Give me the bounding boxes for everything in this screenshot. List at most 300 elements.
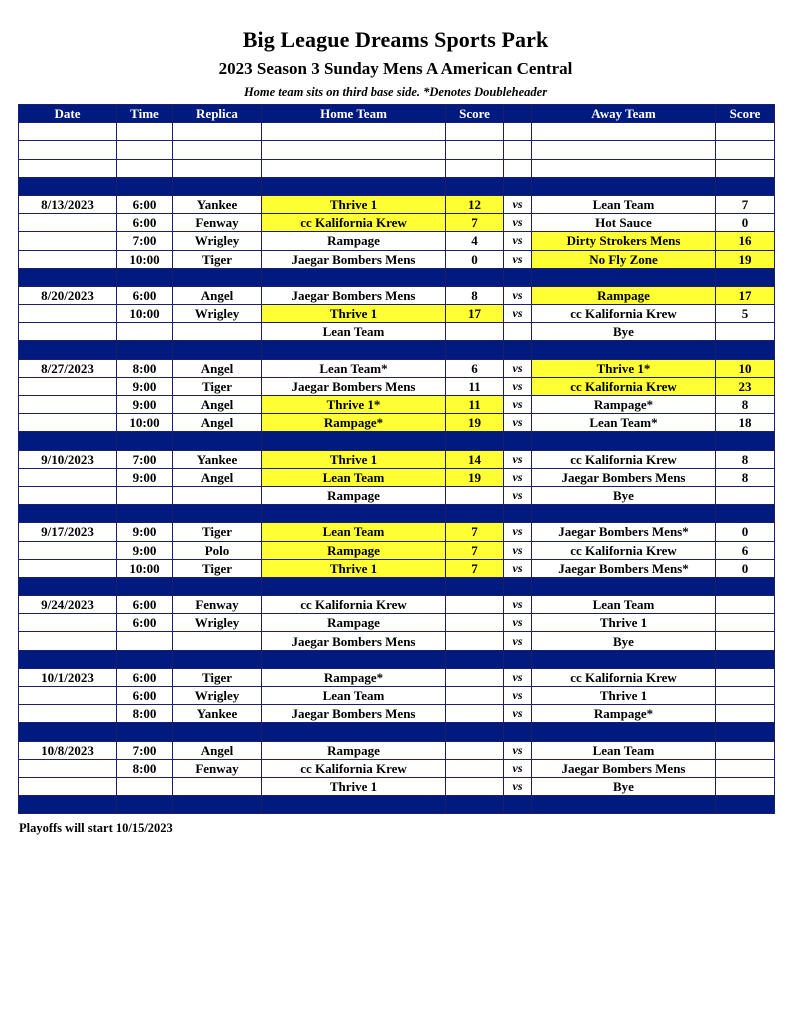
cell-away-score: 16 — [716, 232, 775, 250]
separator-cell — [117, 432, 173, 450]
cell-home-team: cc Kalifornia Krew — [262, 596, 446, 614]
table-row — [19, 359, 775, 377]
cell-date: 9/24/2023 — [19, 596, 117, 614]
separator-cell — [19, 723, 117, 741]
cell-away-team: Lean Team — [532, 741, 716, 759]
cell-vs: vs — [504, 396, 532, 414]
cell-away-team: cc Kalifornia Krew — [532, 541, 716, 559]
cell-vs — [504, 323, 532, 341]
cell-home-team — [262, 159, 446, 177]
cell-vs: vs — [504, 614, 532, 632]
separator-cell — [262, 650, 446, 668]
cell-time — [117, 777, 173, 795]
cell-replica: Tiger — [173, 250, 262, 268]
cell-date: 9/17/2023 — [19, 523, 117, 541]
cell-away-score: 8 — [716, 450, 775, 468]
cell-away-score: 5 — [716, 305, 775, 323]
cell-date — [19, 250, 117, 268]
separator-cell — [262, 177, 446, 195]
table-row — [19, 759, 775, 777]
cell-replica — [173, 632, 262, 650]
week-separator — [19, 432, 775, 450]
cell-time: 6:00 — [117, 214, 173, 232]
separator-cell — [504, 505, 532, 523]
cell-away-team — [532, 123, 716, 141]
cell-away-team — [532, 141, 716, 159]
cell-home-score — [446, 741, 504, 759]
cell-away-team: Lean Team — [532, 596, 716, 614]
schedule-note: Home team sits on third base side. *Denotes Doubleheader — [243, 85, 548, 99]
cell-time: 10:00 — [117, 414, 173, 432]
cell-time: 8:00 — [117, 759, 173, 777]
cell-vs — [504, 123, 532, 141]
table-row — [19, 450, 775, 468]
cell-home-team: Lean Team* — [262, 359, 446, 377]
cell-vs: vs — [504, 486, 532, 504]
separator-cell — [504, 577, 532, 595]
separator-cell — [716, 796, 775, 814]
cell-away-team — [532, 159, 716, 177]
col-header-home-score: Score — [446, 105, 504, 123]
cell-home-team: Jaegar Bombers Mens — [262, 705, 446, 723]
separator-cell — [716, 650, 775, 668]
cell-time: 9:00 — [117, 468, 173, 486]
cell-date — [19, 232, 117, 250]
cell-away-score: 0 — [716, 523, 775, 541]
separator-cell — [532, 268, 716, 286]
cell-away-team: Dirty Strokers Mens — [532, 232, 716, 250]
cell-home-score — [446, 687, 504, 705]
separator-cell — [173, 268, 262, 286]
cell-date — [19, 759, 117, 777]
cell-vs: vs — [504, 705, 532, 723]
table-row — [19, 214, 775, 232]
cell-home-team — [262, 141, 446, 159]
cell-replica: Wrigley — [173, 614, 262, 632]
cell-home-score — [446, 323, 504, 341]
cell-home-score: 14 — [446, 450, 504, 468]
cell-home-score — [446, 486, 504, 504]
cell-time — [117, 141, 173, 159]
cell-away-score — [716, 705, 775, 723]
cell-vs: vs — [504, 305, 532, 323]
separator-cell — [173, 177, 262, 195]
week-separator — [19, 341, 775, 359]
cell-away-score — [716, 759, 775, 777]
cell-away-team: Rampage* — [532, 705, 716, 723]
cell-replica: Wrigley — [173, 305, 262, 323]
cell-replica — [173, 323, 262, 341]
cell-date — [19, 414, 117, 432]
cell-time — [117, 159, 173, 177]
cell-away-score: 17 — [716, 286, 775, 304]
cell-home-team: Jaegar Bombers Mens — [262, 632, 446, 650]
cell-home-team: cc Kalifornia Krew — [262, 214, 446, 232]
cell-replica: Tiger — [173, 523, 262, 541]
separator-cell — [19, 505, 117, 523]
cell-vs: vs — [504, 468, 532, 486]
separator-cell — [446, 505, 504, 523]
week-separator — [19, 650, 775, 668]
cell-date — [19, 541, 117, 559]
separator-cell — [262, 577, 446, 595]
cell-home-score — [446, 159, 504, 177]
separator-cell — [446, 177, 504, 195]
week-separator — [19, 577, 775, 595]
cell-vs: vs — [504, 523, 532, 541]
cell-away-team: Jaegar Bombers Mens* — [532, 523, 716, 541]
cell-away-team: Hot Sauce — [532, 214, 716, 232]
cell-vs: vs — [504, 741, 532, 759]
separator-cell — [262, 723, 446, 741]
cell-time: 10:00 — [117, 305, 173, 323]
cell-date: 9/10/2023 — [19, 450, 117, 468]
table-row — [19, 159, 775, 177]
separator-cell — [117, 796, 173, 814]
cell-date: 10/8/2023 — [19, 741, 117, 759]
cell-replica — [173, 159, 262, 177]
separator-cell — [716, 723, 775, 741]
col-header-date: Date — [19, 105, 117, 123]
separator-cell — [532, 723, 716, 741]
cell-home-score: 7 — [446, 541, 504, 559]
separator-cell — [532, 177, 716, 195]
table-row — [19, 377, 775, 395]
table-row — [19, 468, 775, 486]
cell-away-team: Bye — [532, 777, 716, 795]
cell-vs: vs — [504, 195, 532, 213]
separator-cell — [173, 650, 262, 668]
cell-away-team: Lean Team — [532, 195, 716, 213]
cell-date — [19, 159, 117, 177]
separator-cell — [19, 796, 117, 814]
cell-away-score: 0 — [716, 559, 775, 577]
playoffs-note: Playoffs will start 10/15/2023 — [19, 821, 173, 835]
separator-cell — [716, 341, 775, 359]
cell-away-score — [716, 323, 775, 341]
cell-vs: vs — [504, 668, 532, 686]
cell-home-team: Thrive 1 — [262, 450, 446, 468]
cell-vs: vs — [504, 596, 532, 614]
table-row — [19, 141, 775, 159]
separator-cell — [504, 268, 532, 286]
cell-home-team: Rampage — [262, 486, 446, 504]
separator-cell — [446, 577, 504, 595]
cell-date — [19, 396, 117, 414]
cell-replica: Angel — [173, 286, 262, 304]
separator-cell — [532, 341, 716, 359]
separator-cell — [716, 268, 775, 286]
cell-home-team: Lean Team — [262, 523, 446, 541]
cell-date — [19, 323, 117, 341]
week-separator — [19, 796, 775, 814]
separator-cell — [446, 796, 504, 814]
cell-away-score — [716, 159, 775, 177]
separator-cell — [446, 341, 504, 359]
table-row — [19, 523, 775, 541]
cell-vs: vs — [504, 359, 532, 377]
cell-home-team: Lean Team — [262, 323, 446, 341]
cell-time: 7:00 — [117, 450, 173, 468]
cell-replica: Fenway — [173, 759, 262, 777]
cell-vs: vs — [504, 777, 532, 795]
cell-home-score: 19 — [446, 414, 504, 432]
separator-cell — [504, 796, 532, 814]
cell-replica: Angel — [173, 468, 262, 486]
cell-time: 6:00 — [117, 614, 173, 632]
cell-home-score — [446, 123, 504, 141]
cell-home-team: Rampage — [262, 541, 446, 559]
cell-home-score — [446, 614, 504, 632]
cell-replica: Angel — [173, 414, 262, 432]
cell-home-score — [446, 759, 504, 777]
week-separator — [19, 505, 775, 523]
cell-replica: Yankee — [173, 195, 262, 213]
table-row — [19, 614, 775, 632]
table-row — [19, 541, 775, 559]
cell-vs: vs — [504, 214, 532, 232]
cell-away-score: 19 — [716, 250, 775, 268]
cell-replica: Angel — [173, 396, 262, 414]
table-row — [19, 559, 775, 577]
separator-cell — [532, 577, 716, 595]
cell-home-score — [446, 596, 504, 614]
cell-replica: Yankee — [173, 705, 262, 723]
cell-replica: Wrigley — [173, 232, 262, 250]
cell-away-team: Thrive 1 — [532, 614, 716, 632]
separator-cell — [19, 432, 117, 450]
cell-date — [19, 777, 117, 795]
cell-away-team: Jaegar Bombers Mens* — [532, 559, 716, 577]
cell-away-score — [716, 741, 775, 759]
separator-cell — [532, 650, 716, 668]
cell-home-team: Thrive 1 — [262, 305, 446, 323]
cell-home-score: 17 — [446, 305, 504, 323]
table-row — [19, 123, 775, 141]
table-row — [19, 250, 775, 268]
cell-vs: vs — [504, 687, 532, 705]
cell-home-team: Jaegar Bombers Mens — [262, 250, 446, 268]
cell-time: 6:00 — [117, 668, 173, 686]
cell-away-score — [716, 123, 775, 141]
separator-cell — [173, 432, 262, 450]
cell-time: 10:00 — [117, 250, 173, 268]
separator-cell — [716, 177, 775, 195]
separator-cell — [532, 796, 716, 814]
cell-home-team: Jaegar Bombers Mens — [262, 377, 446, 395]
cell-time: 9:00 — [117, 396, 173, 414]
cell-vs: vs — [504, 541, 532, 559]
col-header-replica: Replica — [173, 105, 262, 123]
cell-away-team: cc Kalifornia Krew — [532, 377, 716, 395]
cell-date — [19, 141, 117, 159]
schedule-table — [18, 104, 775, 814]
cell-vs: vs — [504, 559, 532, 577]
separator-cell — [446, 723, 504, 741]
schedule-body — [19, 123, 775, 814]
table-row — [19, 687, 775, 705]
cell-time: 9:00 — [117, 523, 173, 541]
cell-away-score — [716, 632, 775, 650]
cell-away-team: Rampage — [532, 286, 716, 304]
week-separator — [19, 723, 775, 741]
cell-away-team: Lean Team* — [532, 414, 716, 432]
separator-cell — [19, 177, 117, 195]
cell-home-score: 4 — [446, 232, 504, 250]
separator-cell — [532, 432, 716, 450]
cell-home-score: 11 — [446, 396, 504, 414]
cell-replica: Wrigley — [173, 687, 262, 705]
cell-home-score: 7 — [446, 559, 504, 577]
cell-time — [117, 486, 173, 504]
cell-vs: vs — [504, 450, 532, 468]
cell-away-score: 7 — [716, 195, 775, 213]
separator-cell — [117, 650, 173, 668]
cell-date: 8/27/2023 — [19, 359, 117, 377]
table-row — [19, 286, 775, 304]
col-header-home-team: Home Team — [262, 105, 446, 123]
cell-away-team: cc Kalifornia Krew — [532, 668, 716, 686]
cell-replica: Tiger — [173, 377, 262, 395]
cell-date — [19, 377, 117, 395]
cell-date: 8/13/2023 — [19, 195, 117, 213]
cell-replica — [173, 141, 262, 159]
cell-replica — [173, 777, 262, 795]
separator-cell — [117, 268, 173, 286]
table-row — [19, 195, 775, 213]
cell-away-score — [716, 687, 775, 705]
cell-home-score — [446, 705, 504, 723]
cell-vs: vs — [504, 286, 532, 304]
cell-away-team: Bye — [532, 486, 716, 504]
page-title: Big League Dreams Sports Park — [242, 27, 549, 52]
cell-replica: Tiger — [173, 559, 262, 577]
cell-date — [19, 305, 117, 323]
cell-home-team: Rampage* — [262, 414, 446, 432]
cell-home-score: 11 — [446, 377, 504, 395]
cell-away-score: 0 — [716, 214, 775, 232]
cell-away-score: 8 — [716, 396, 775, 414]
cell-home-team: Rampage — [262, 614, 446, 632]
cell-replica — [173, 123, 262, 141]
header-row — [19, 105, 775, 123]
cell-vs — [504, 141, 532, 159]
separator-cell — [532, 505, 716, 523]
cell-vs — [504, 159, 532, 177]
cell-home-team: Rampage — [262, 741, 446, 759]
separator-cell — [173, 577, 262, 595]
cell-home-score: 0 — [446, 250, 504, 268]
separator-cell — [19, 268, 117, 286]
separator-cell — [446, 432, 504, 450]
separator-cell — [19, 577, 117, 595]
cell-away-team: No Fly Zone — [532, 250, 716, 268]
separator-cell — [117, 341, 173, 359]
cell-away-score: 8 — [716, 468, 775, 486]
cell-home-team: Rampage — [262, 232, 446, 250]
cell-replica: Fenway — [173, 596, 262, 614]
separator-cell — [504, 341, 532, 359]
cell-away-score — [716, 777, 775, 795]
separator-cell — [19, 650, 117, 668]
cell-time: 6:00 — [117, 286, 173, 304]
cell-date — [19, 632, 117, 650]
cell-vs: vs — [504, 232, 532, 250]
separator-cell — [716, 432, 775, 450]
cell-date — [19, 468, 117, 486]
week-separator — [19, 177, 775, 195]
table-row — [19, 323, 775, 341]
cell-home-team: Lean Team — [262, 687, 446, 705]
cell-date — [19, 123, 117, 141]
col-header-away-score: Score — [716, 105, 775, 123]
cell-home-team: Thrive 1 — [262, 777, 446, 795]
cell-vs: vs — [504, 250, 532, 268]
cell-date: 10/1/2023 — [19, 668, 117, 686]
cell-time: 9:00 — [117, 377, 173, 395]
cell-home-team: Thrive 1* — [262, 396, 446, 414]
table-row — [19, 414, 775, 432]
cell-date — [19, 214, 117, 232]
cell-time: 6:00 — [117, 596, 173, 614]
cell-home-team: Jaegar Bombers Mens — [262, 286, 446, 304]
cell-home-score — [446, 632, 504, 650]
cell-away-score — [716, 668, 775, 686]
separator-cell — [504, 432, 532, 450]
cell-home-team: Rampage* — [262, 668, 446, 686]
table-row — [19, 305, 775, 323]
cell-away-score — [716, 486, 775, 504]
cell-replica: Fenway — [173, 214, 262, 232]
separator-cell — [262, 505, 446, 523]
cell-time — [117, 632, 173, 650]
cell-vs: vs — [504, 632, 532, 650]
cell-time — [117, 123, 173, 141]
table-row — [19, 777, 775, 795]
cell-date — [19, 559, 117, 577]
cell-time: 9:00 — [117, 541, 173, 559]
cell-home-score: 12 — [446, 195, 504, 213]
separator-cell — [173, 505, 262, 523]
table-row — [19, 596, 775, 614]
separator-cell — [446, 268, 504, 286]
table-row — [19, 741, 775, 759]
separator-cell — [716, 505, 775, 523]
cell-home-team: Lean Team — [262, 468, 446, 486]
cell-time: 6:00 — [117, 687, 173, 705]
cell-away-score: 18 — [716, 414, 775, 432]
table-row — [19, 705, 775, 723]
cell-date: 8/20/2023 — [19, 286, 117, 304]
cell-date — [19, 705, 117, 723]
cell-time: 7:00 — [117, 741, 173, 759]
cell-time: 6:00 — [117, 195, 173, 213]
table-row — [19, 668, 775, 686]
cell-home-score: 19 — [446, 468, 504, 486]
cell-vs: vs — [504, 759, 532, 777]
cell-away-score: 23 — [716, 377, 775, 395]
cell-away-team: cc Kalifornia Krew — [532, 305, 716, 323]
cell-replica: Angel — [173, 741, 262, 759]
cell-vs: vs — [504, 377, 532, 395]
cell-away-score — [716, 596, 775, 614]
table-row — [19, 486, 775, 504]
cell-replica: Angel — [173, 359, 262, 377]
col-header-time: Time — [117, 105, 173, 123]
separator-cell — [19, 341, 117, 359]
separator-cell — [173, 723, 262, 741]
cell-date — [19, 687, 117, 705]
